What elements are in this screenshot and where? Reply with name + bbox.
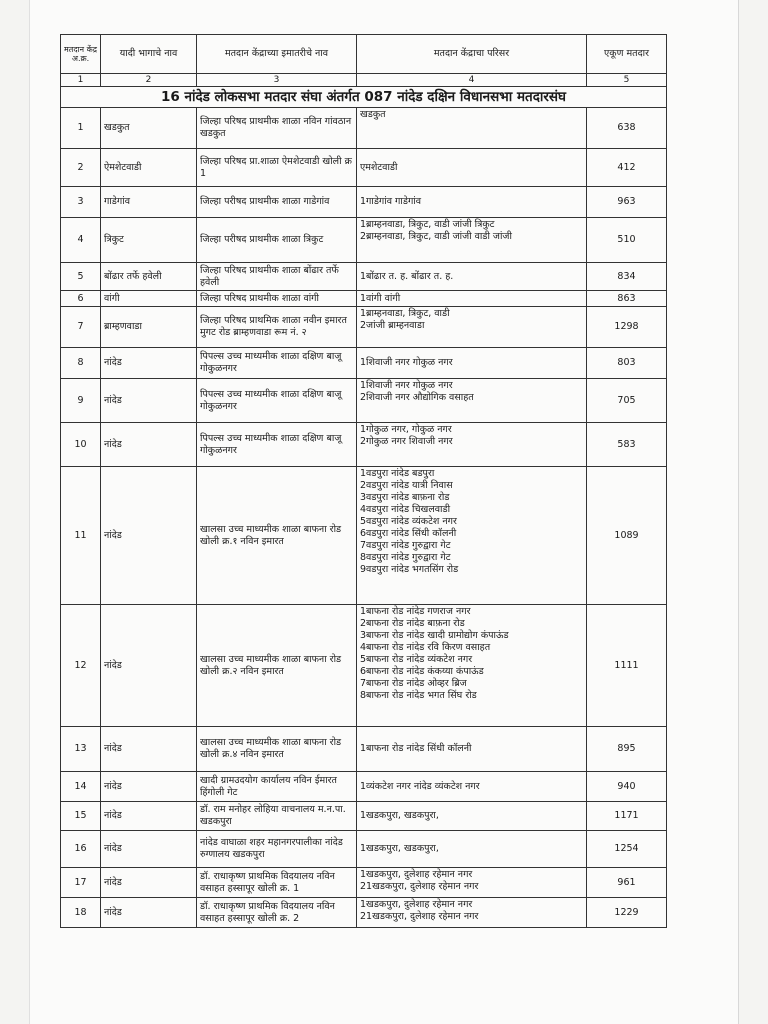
header-total-voters: एकूण मतदार bbox=[587, 35, 667, 74]
area-line: 1शिवाजी नगर गोकुळ नगर bbox=[360, 357, 453, 368]
station-area-cell bbox=[357, 187, 587, 218]
table-row bbox=[61, 187, 667, 218]
total-voters: 510 bbox=[587, 218, 667, 263]
total-voters: 834 bbox=[587, 263, 667, 291]
list-part-name: नांदेड bbox=[101, 605, 197, 727]
polling-station-table bbox=[60, 34, 667, 928]
building-name: जिल्हा परिषद प्राथमीक शाळा बोंढार तर्फे हवेली bbox=[197, 263, 357, 291]
area-line: 2बाफना रोड नांदेड बाफ़ना रोड bbox=[360, 618, 465, 629]
station-number: 14 bbox=[61, 772, 101, 802]
total-voters: 963 bbox=[587, 187, 667, 218]
column-number: 3 bbox=[197, 74, 357, 87]
area-line: 6वडपुरा नांदेड सिंधी कॉलनी bbox=[360, 528, 457, 539]
list-part-name: नांदेड bbox=[101, 772, 197, 802]
building-name: जिल्हा परिषद प्राथमीक शाळा नविन गांवठान खडकुत bbox=[197, 108, 357, 149]
station-area-cell bbox=[357, 831, 587, 868]
station-area-cell bbox=[357, 605, 587, 727]
table-row bbox=[61, 467, 667, 605]
station-number: 6 bbox=[61, 291, 101, 307]
station-area-cell bbox=[357, 108, 587, 149]
header-station-area: मतदान केंद्राचा परिसर bbox=[357, 35, 587, 74]
list-part-name: नांदेड bbox=[101, 802, 197, 831]
area-line: 1ब्राम्हनवाडा, त्रिकुट, वाडी जांजी त्रिकुट bbox=[360, 219, 495, 230]
area-line: 5वडपुरा नांदेड व्यंकटेश नगर bbox=[360, 516, 457, 527]
station-number: 1 bbox=[61, 108, 101, 149]
area-line: 2शिवाजी नगर औद्योगिक वसाहत bbox=[360, 392, 474, 403]
table-row bbox=[61, 727, 667, 772]
station-number: 3 bbox=[61, 187, 101, 218]
total-voters: 583 bbox=[587, 423, 667, 467]
station-area-cell bbox=[357, 218, 587, 263]
area-line: 2जांजी ब्राम्हनवाडा bbox=[360, 320, 425, 331]
building-name: खालसा उच्च माध्यमीक शाळा बाफना रोड खोली क्र.१ नविन इमारत bbox=[197, 467, 357, 605]
table-row bbox=[61, 831, 667, 868]
station-area-cell bbox=[357, 263, 587, 291]
building-name: खालसा उच्च माध्यमीक शाळा बाफना रोड खोली क्र.२ नविन इमारत bbox=[197, 605, 357, 727]
station-number: 11 bbox=[61, 467, 101, 605]
section-title-row bbox=[61, 87, 667, 108]
area-line: 6बाफना रोड नांदेड कंकय्या कंपाऊंड bbox=[360, 666, 484, 677]
area-line: 1गोकुळ नगर, गोकुळ नगर bbox=[360, 424, 452, 435]
area-line: 2वडपुरा नांदेड यात्री निवास bbox=[360, 480, 453, 491]
list-part-name: नांदेड bbox=[101, 727, 197, 772]
area-line: 5बाफना रोड नांदेड व्यंकटेश नगर bbox=[360, 654, 473, 665]
area-line: 1शिवाजी नगर गोकुळ नगर bbox=[360, 380, 453, 391]
area-line: 1खडकपुरा, खडकपुरा, bbox=[360, 843, 439, 854]
total-voters: 412 bbox=[587, 149, 667, 187]
section-title: 16 नांदेड लोकसभा मतदार संघा अंतर्गत 087 नांदेड दक्षिन विधानसभा मतदारसंघ bbox=[61, 87, 667, 108]
building-name: पिपल्स उच्च माध्यमीक शाळा दक्षिण बाजू गोकुळनगर bbox=[197, 423, 357, 467]
building-name: डॉ. राधाकृष्ण प्राथमिक विदयालय नविन वसाहत हस्सापूर खोली क्र. 1 bbox=[197, 868, 357, 898]
table-row bbox=[61, 108, 667, 149]
table-row bbox=[61, 348, 667, 379]
area-line: 1बोंढार त. ह. बोंढार त. ह. bbox=[360, 270, 454, 282]
station-area-cell bbox=[357, 307, 587, 348]
table-row bbox=[61, 423, 667, 467]
station-number: 2 bbox=[61, 149, 101, 187]
list-part-name: नांदेड bbox=[101, 423, 197, 467]
area-line: 3वडपुरा नांदेड बाफ़ना रोड bbox=[360, 492, 450, 503]
list-part-name: खडकुत bbox=[101, 108, 197, 149]
column-number-row bbox=[61, 74, 667, 87]
table-row bbox=[61, 605, 667, 727]
area-line: 1वांगी वांगी bbox=[360, 292, 401, 304]
header-station-number: मतदान केंद्र अ.क्र. bbox=[61, 35, 101, 74]
area-line: 1गाडेगांव गाडेगांव bbox=[360, 196, 422, 207]
station-number: 4 bbox=[61, 218, 101, 263]
building-name: जिल्हा परिषद प्रा.शाळा ऐमशेटवाडी खोली क्र 1 bbox=[197, 149, 357, 187]
area-line: 1खडकपुरा, दुलेशाह रहेमान नगर bbox=[360, 899, 473, 910]
area-line: 8बाफना रोड नांदेड भगत सिंघ रोड bbox=[360, 690, 477, 701]
table-row bbox=[61, 307, 667, 348]
header-list-part-name: यादी भागाचे नाव bbox=[101, 35, 197, 74]
list-part-name: नांदेड bbox=[101, 379, 197, 423]
station-area-cell bbox=[357, 423, 587, 467]
table-body bbox=[61, 108, 667, 928]
area-line: 1बाफना रोड नांदेड गणराज नगर bbox=[360, 606, 471, 617]
station-area-cell bbox=[357, 467, 587, 605]
column-number: 5 bbox=[587, 74, 667, 87]
area-line: 3बाफना रोड नांदेड खादी ग्रामोद्योग कंपाऊंड bbox=[360, 630, 509, 641]
table-row bbox=[61, 802, 667, 831]
list-part-name: बोंढार तर्फे हवेली bbox=[101, 263, 197, 291]
total-voters: 863 bbox=[587, 291, 667, 307]
station-area-cell bbox=[357, 291, 587, 307]
station-number: 17 bbox=[61, 868, 101, 898]
table-row bbox=[61, 898, 667, 928]
building-name: खालसा उच्च माध्यमीक शाळा बाफना रोड खोली क्र.४ नविन इमारत bbox=[197, 727, 357, 772]
area-line: एमशेटवाडी bbox=[360, 161, 398, 173]
table-row bbox=[61, 218, 667, 263]
area-line: 7वडपुरा नांदेड गुरुद्वारा गेट bbox=[360, 540, 451, 551]
area-line: 1खडकपुरा, दुलेशाह रहेमान नगर bbox=[360, 869, 473, 880]
area-line: 1व्यंकटेश नगर नांदेड व्यंकटेश नगर bbox=[360, 780, 480, 792]
area-line: 21खडकपुरा, दुलेशाह रहेमान नगर bbox=[360, 911, 479, 922]
total-voters: 940 bbox=[587, 772, 667, 802]
building-name: जिल्हा परिषद प्राथमीक शाळा वांगी bbox=[197, 291, 357, 307]
total-voters: 895 bbox=[587, 727, 667, 772]
total-voters: 1254 bbox=[587, 831, 667, 868]
total-voters: 705 bbox=[587, 379, 667, 423]
area-line: 1खडकपुरा, खडकपुरा, bbox=[360, 810, 439, 821]
column-number: 4 bbox=[357, 74, 587, 87]
area-line: 21खडकपुरा, दुलेशाह रहेमान नगर bbox=[360, 881, 479, 892]
building-name: पिपल्स उच्च माध्यमीक शाळा दक्षिण बाजू गोकुळनगर bbox=[197, 348, 357, 379]
column-number: 1 bbox=[61, 74, 101, 87]
table-row bbox=[61, 149, 667, 187]
building-name: जिल्हा परिषद प्राथमिक शाळा नवीन इमारत मुगट रोड ब्राम्हणवाडा रूम नं. २ bbox=[197, 307, 357, 348]
total-voters: 961 bbox=[587, 868, 667, 898]
station-area-cell bbox=[357, 348, 587, 379]
building-name: जिल्हा परीषद प्राथमीक शाळा गाडेगांव bbox=[197, 187, 357, 218]
building-name: जिल्हा परीषद प्राथमीक शाळा त्रिकुट bbox=[197, 218, 357, 263]
list-part-name: ऐमशेटवाडी bbox=[101, 149, 197, 187]
station-number: 7 bbox=[61, 307, 101, 348]
area-line: 1ब्राम्हनवाडा, त्रिकुट, वाडी bbox=[360, 308, 450, 319]
table-row bbox=[61, 868, 667, 898]
station-area-cell bbox=[357, 802, 587, 831]
area-line: खडकुत bbox=[360, 109, 386, 120]
area-line: 4बाफना रोड नांदेड रवि किरण वसाहत bbox=[360, 642, 491, 653]
list-part-name: ब्राम्हणवाडा bbox=[101, 307, 197, 348]
total-voters: 638 bbox=[587, 108, 667, 149]
list-part-name: गाडेगांव bbox=[101, 187, 197, 218]
building-name: पिपल्स उच्च माध्यमीक शाळा दक्षिण बाजू गोकुळनगर bbox=[197, 379, 357, 423]
column-number: 2 bbox=[101, 74, 197, 87]
station-area-cell bbox=[357, 868, 587, 898]
station-area-cell bbox=[357, 149, 587, 187]
station-number: 9 bbox=[61, 379, 101, 423]
building-name: खादी ग्रामउदयोग कार्यालय नविन ईमारत हिंगोली गेट bbox=[197, 772, 357, 802]
station-number: 16 bbox=[61, 831, 101, 868]
table-row bbox=[61, 291, 667, 307]
station-number: 10 bbox=[61, 423, 101, 467]
building-name: नांदेड वाघाळा शहर महानगरपालीका नांदेड रुग्णालय खडकपुरा bbox=[197, 831, 357, 868]
table-row bbox=[61, 379, 667, 423]
total-voters: 803 bbox=[587, 348, 667, 379]
building-name: डॉ. राम मनोहर लोहिया वाचनालय म.न.पा. खडकपुरा bbox=[197, 802, 357, 831]
total-voters: 1229 bbox=[587, 898, 667, 928]
station-number: 5 bbox=[61, 263, 101, 291]
header-building-name: मतदान केंद्राच्या इमातरीचे नाव bbox=[197, 35, 357, 74]
total-voters: 1298 bbox=[587, 307, 667, 348]
total-voters: 1171 bbox=[587, 802, 667, 831]
list-part-name: नांदेड bbox=[101, 348, 197, 379]
station-area-cell bbox=[357, 727, 587, 772]
station-number: 13 bbox=[61, 727, 101, 772]
station-area-cell bbox=[357, 772, 587, 802]
area-line: 2गोकुळ नगर शिवाजी नगर bbox=[360, 436, 453, 447]
station-number: 15 bbox=[61, 802, 101, 831]
station-number: 8 bbox=[61, 348, 101, 379]
list-part-name: वांगी bbox=[101, 291, 197, 307]
table-row bbox=[61, 772, 667, 802]
station-area-cell bbox=[357, 379, 587, 423]
station-number: 18 bbox=[61, 898, 101, 928]
station-area-cell bbox=[357, 898, 587, 928]
area-line: 7बाफना रोड नांदेड ओव्हर ब्रिज bbox=[360, 678, 467, 689]
total-voters: 1111 bbox=[587, 605, 667, 727]
list-part-name: त्रिकुट bbox=[101, 218, 197, 263]
area-line: 4वडपुरा नांदेड चिखलवाडी bbox=[360, 504, 451, 515]
table-row bbox=[61, 263, 667, 291]
list-part-name: नांदेड bbox=[101, 467, 197, 605]
list-part-name: नांदेड bbox=[101, 868, 197, 898]
list-part-name: नांदेड bbox=[101, 831, 197, 868]
area-line: 8वडपुरा नांदेड गुरुद्वारा गेट bbox=[360, 552, 451, 563]
area-line: 1बाफना रोड नांदेड सिंधी कॉलनी bbox=[360, 743, 472, 754]
station-number: 12 bbox=[61, 605, 101, 727]
header-row bbox=[61, 35, 667, 74]
list-part-name: नांदेड bbox=[101, 898, 197, 928]
area-line: 2ब्राम्हनवाडा, त्रिकुट, वाडी जांजी वाडी जांजी bbox=[360, 231, 512, 242]
area-line: 9वडपुरा नांदेड भगतसिंग रोड bbox=[360, 564, 459, 575]
building-name: डॉ. राधाकृष्ण प्राथमिक विदयालय नविन वसाहत हस्सापूर खोली क्र. 2 bbox=[197, 898, 357, 928]
area-line: 1वडपुरा नांदेड बडपुरा bbox=[360, 468, 435, 479]
total-voters: 1089 bbox=[587, 467, 667, 605]
